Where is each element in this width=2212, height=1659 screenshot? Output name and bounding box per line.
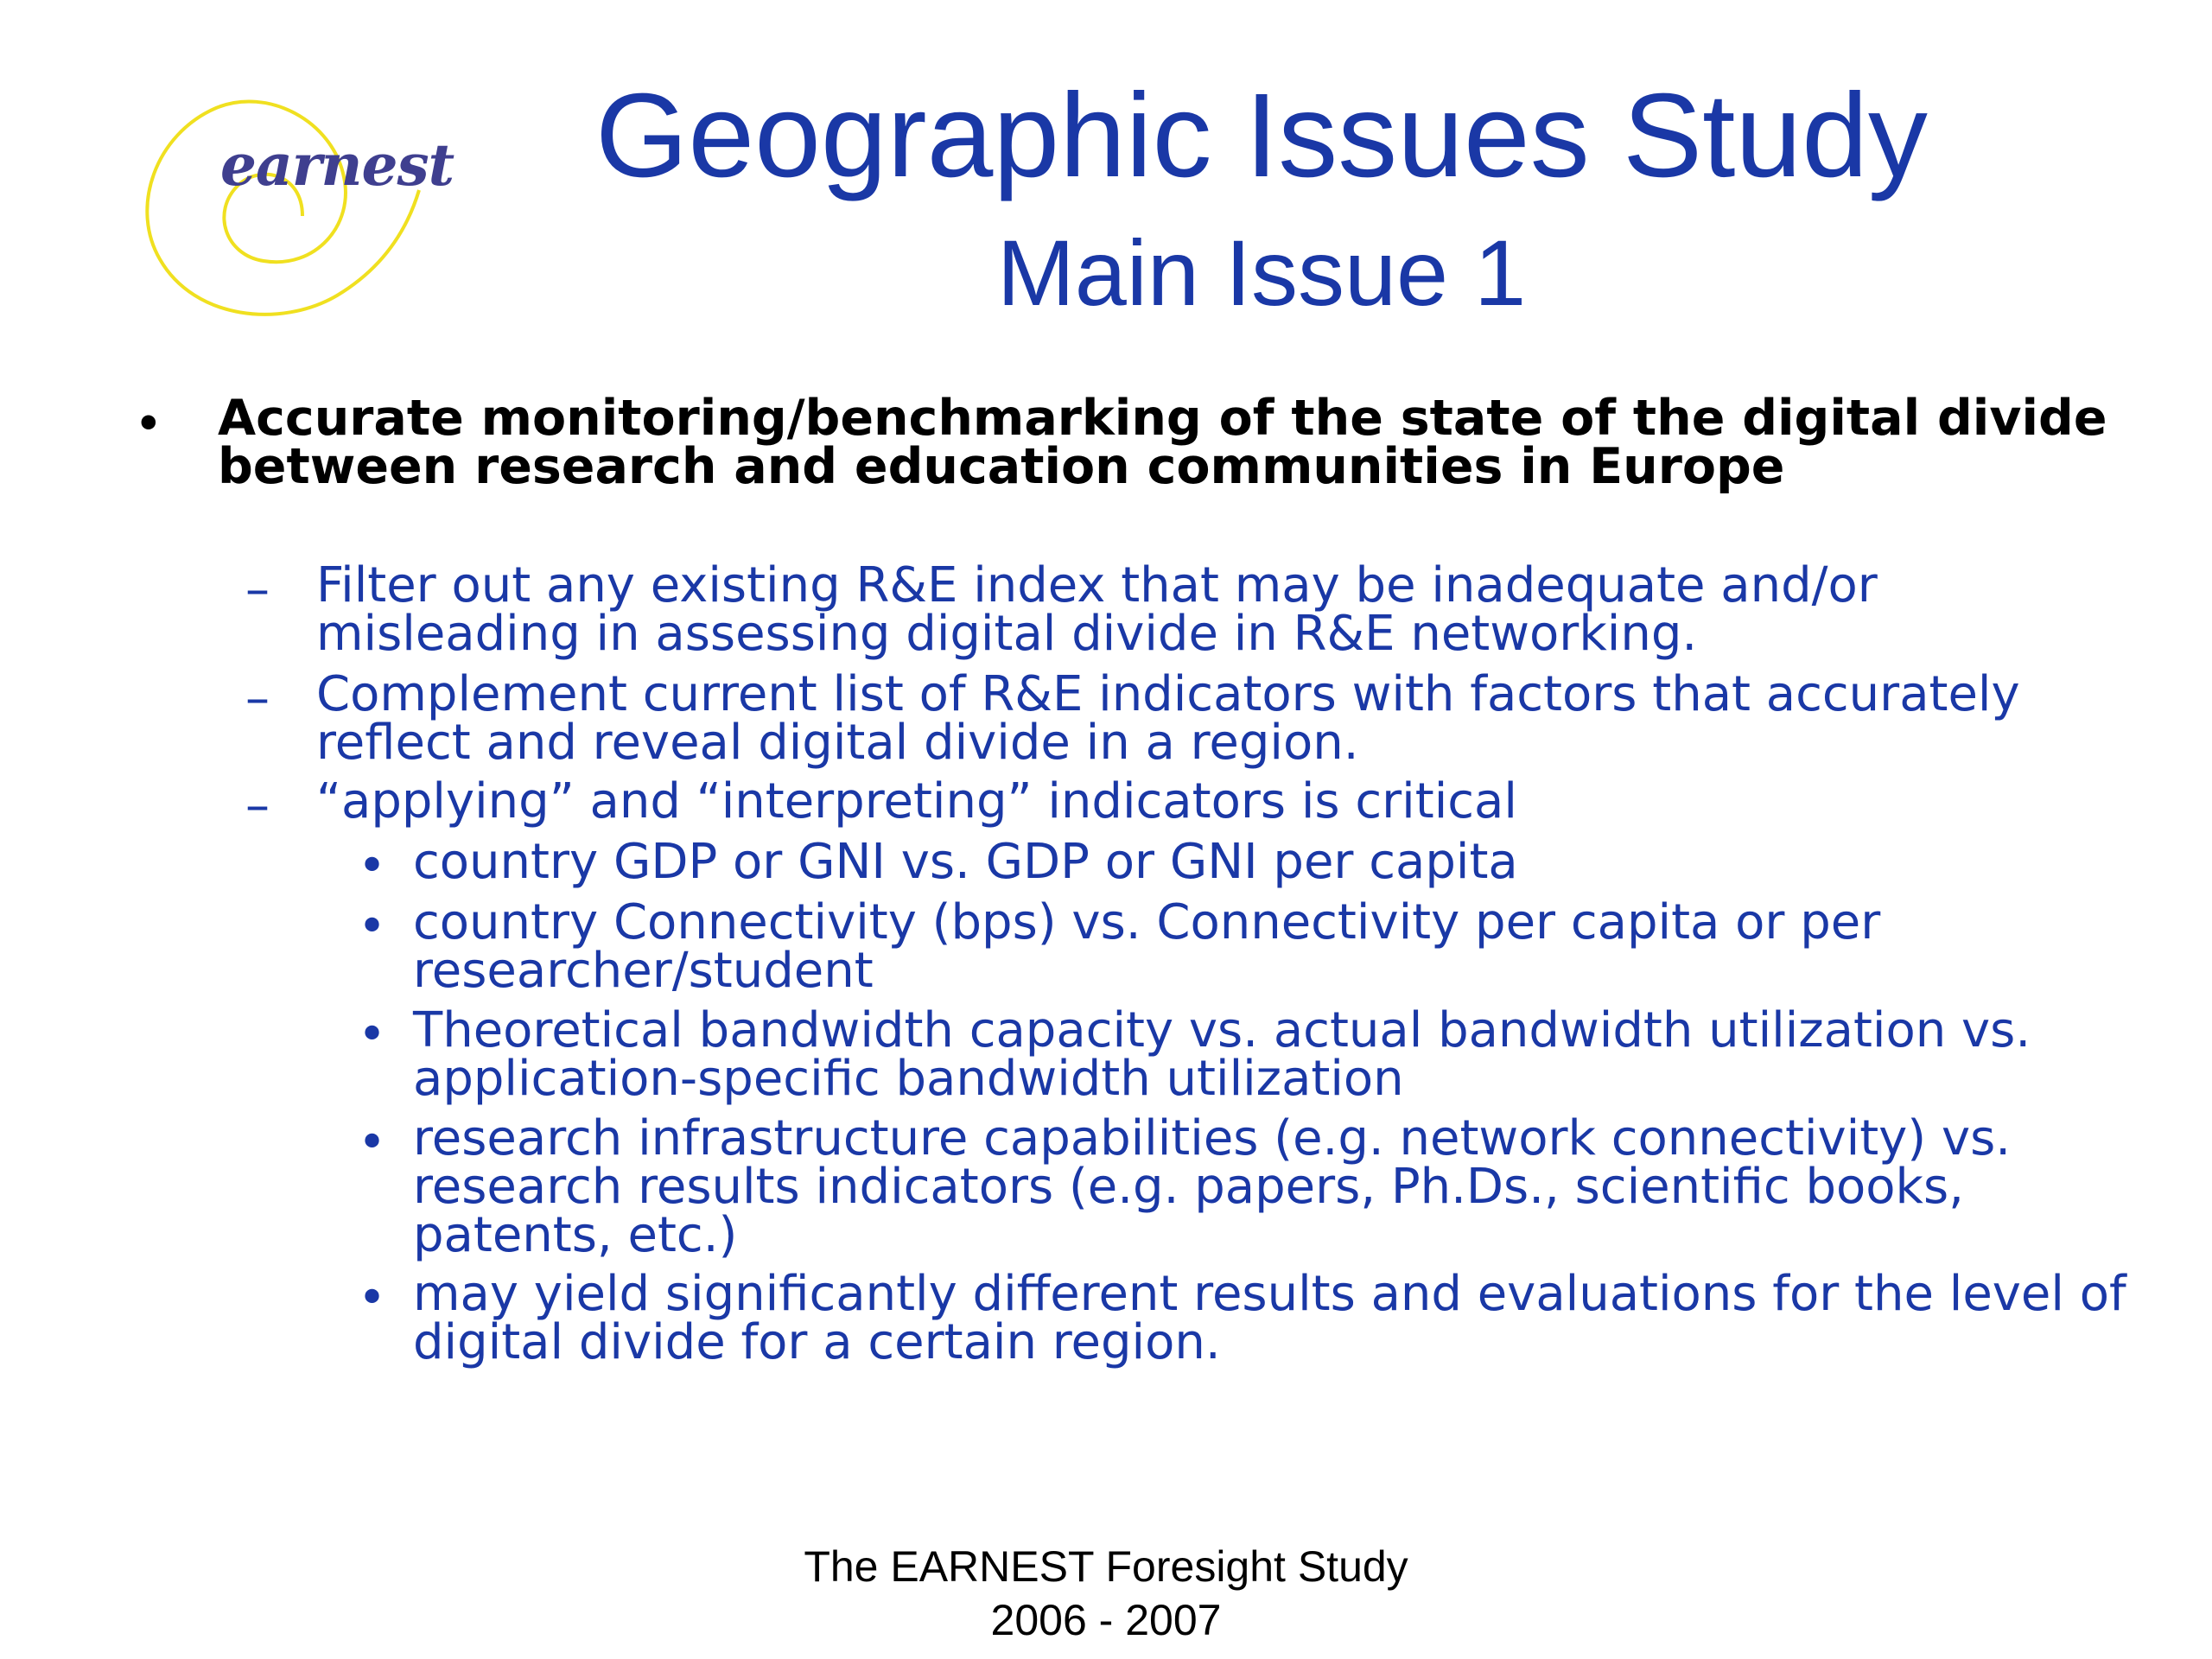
logo-text: earnest [220,131,454,199]
dash-marker: – [245,562,270,618]
dot-marker: • [358,838,387,894]
footer-line-2: 2006 - 2007 [990,1596,1222,1644]
sub-sub-item: country GDP or GNI vs. GDP or GNI per capita [413,834,1518,890]
bullet-marker: • [134,396,163,453]
dot-marker: • [358,1270,387,1326]
dot-marker: • [358,1115,387,1171]
page-title: Geographic Issues Study [595,69,1928,202]
sub-sub-item: Theoretical bandwidth capacity vs. actual bandwidth utilization vs. application-specific bandwidth utilization [413,1002,2031,1107]
sub-item: Filter out any existing R&E index that may be inadequate and/or misleading in assessing digital divide in R&E networking. [316,557,1878,662]
dash-marker: – [245,778,270,834]
sub-sub-item: research infrastructure capabilities (e.g. network connectivity) vs. research results indicators (e.g. papers, Ph.Ds., scientific books, patents, etc.) [413,1110,2012,1263]
footer-line-1: The EARNEST Foresight Study [804,1542,1408,1591]
sub-item: Complement current list of R&E indicators with factors that accurately reflect and reveal digital divide in a region. [316,666,2020,771]
swirl-logo-icon [121,69,449,328]
dot-marker: • [358,1007,387,1063]
page-subtitle: Main Issue 1 [996,220,1527,325]
sub-sub-item: country Connectivity (bps) vs. Connectivity per capita or per researcher/student [413,894,1881,999]
dot-marker: • [358,899,387,955]
sub-sub-item: may yield significantly different results and evaluations for the level of digital divide for a certain region. [413,1266,2126,1370]
dash-marker: – [245,671,270,727]
sub-item: “applying” and “interpreting” indicators is critical [316,773,1517,830]
main-bullet-text: Accurate monitoring/benchmarking of the state of the digital divide between research and education communities in Europe [218,390,2107,495]
earnest-logo [121,69,454,328]
